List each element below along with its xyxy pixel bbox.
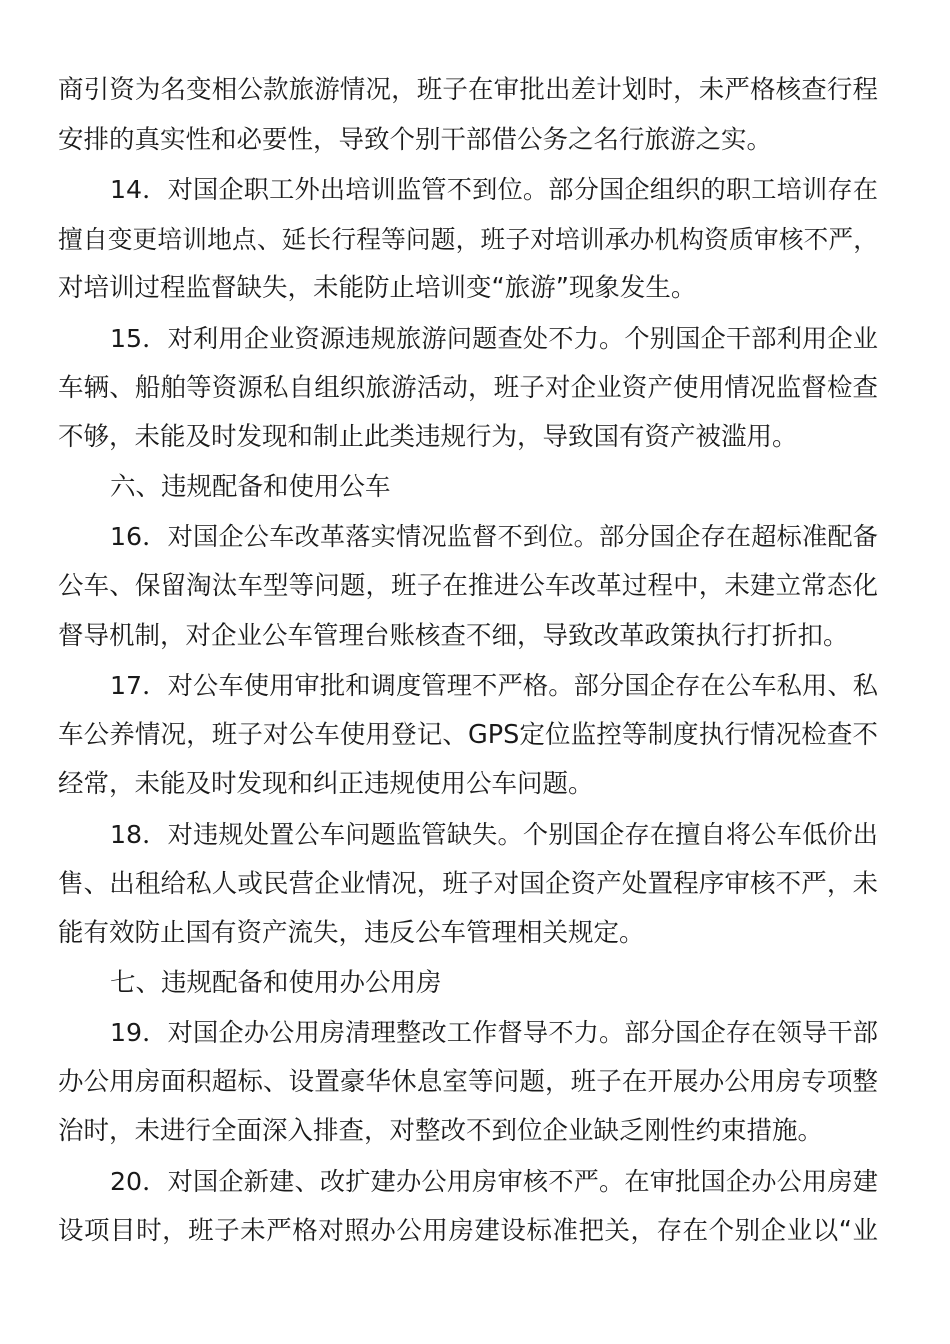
- text-line: 19．对国企办公用房清理整改工作督导不力。部分国企存在领导干部: [110, 1018, 878, 1048]
- text-line: 办公用房面积超标、设置豪华休息室等问题，班子在开展办公用房专项整: [58, 1066, 878, 1097]
- text-line: 售、出租给私人或民营企业情况，班子对国企资产处置程序审核不严，未: [58, 868, 878, 899]
- paragraph-item-15: [58, 314, 878, 463]
- text-line: 设项目时，班子未严格对照办公用房建设标准把关，存在个别企业以“业: [58, 1215, 878, 1246]
- text-line: 14．对国企职工外出培训监管不到位。部分国企组织的职工培训存在: [110, 175, 878, 205]
- text-line: 20．对国企新建、改扩建办公用房审核不严。在审批国企办公用房建: [110, 1167, 878, 1197]
- section-heading-7: 七、违规配备和使用办公用房: [110, 967, 442, 998]
- document-body: [58, 66, 878, 1256]
- text-line: 车辆、船舶等资源私自组织旅游活动，班子对企业资产使用情况监督检查: [58, 372, 878, 403]
- text-line: 擅自变更培训地点、延长行程等问题，班子对培训承办机构资质审核不严，: [58, 224, 878, 254]
- text-line: 经常，未能及时发现和纠正违规使用公车问题。: [58, 769, 594, 800]
- text-line: 17．对公车使用审批和调度管理不严格。部分国企存在公车私用、私: [110, 671, 878, 701]
- text-line: 商引资为名变相公款旅游情况，班子在审批出差计划时，未严格核查行程: [58, 75, 878, 105]
- paragraph-item-17: [58, 661, 878, 810]
- text-line: 对培训过程监督缺失，未能防止培训变“旅游”现象发生。: [58, 273, 697, 304]
- paragraph-continuation: [58, 66, 878, 165]
- paragraph-item-20: [58, 1157, 878, 1256]
- text-line: 16．对国企公车改革落实情况监督不到位。部分国企存在超标准配备: [110, 522, 878, 552]
- paragraph-item-19: [58, 1008, 878, 1157]
- section-heading-6: 六、违规配备和使用公车: [110, 471, 391, 502]
- paragraph-item-18: [58, 810, 878, 959]
- paragraph-item-14: [58, 165, 878, 314]
- text-line: 公车、保留淘汰车型等问题，班子在推进公车改革过程中，未建立常态化: [58, 570, 878, 601]
- text-line: 安排的真实性和必要性，导致个别干部借公务之名行旅游之实。: [58, 124, 773, 155]
- text-line: 15．对利用企业资源违规旅游问题查处不力。个别国企干部利用企业: [110, 323, 878, 353]
- text-line: 督导机制，对企业公车管理台账核查不细，导致改革政策执行打折扣。: [58, 620, 849, 651]
- paragraph-item-16: [58, 512, 878, 661]
- text-line: 不够，未能及时发现和制止此类违规行为，导致国有资产被滥用。: [58, 422, 798, 453]
- text-line: 18．对违规处置公车问题监管缺失。个别国企存在擅自将公车低价出: [110, 819, 878, 849]
- text-line: 车公养情况，班子对公车使用登记、GPS定位监控等制度执行情况检查不: [58, 719, 878, 750]
- text-line: 能有效防止国有资产流失，违反公车管理相关规定。: [58, 918, 645, 949]
- text-line: 治时，未进行全面深入排查，对整改不到位企业缺乏刚性约束措施。: [58, 1116, 824, 1147]
